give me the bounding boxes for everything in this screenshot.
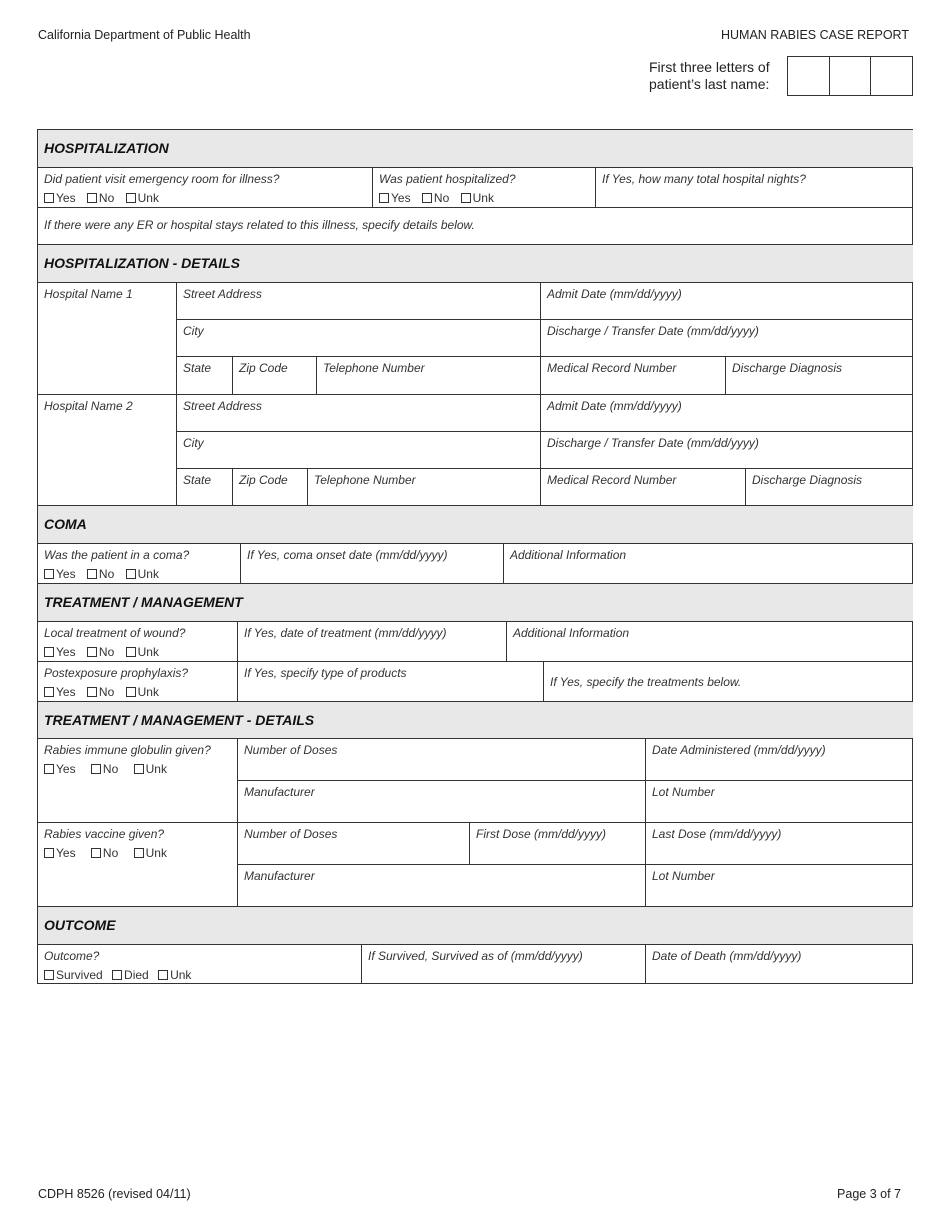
mrn-label: Medical Record Number xyxy=(547,473,677,487)
hospital-1-city-field[interactable] xyxy=(177,320,541,357)
hospital-1-street-field[interactable] xyxy=(177,283,541,320)
rig-question: Rabies immune globulin given? xyxy=(44,743,211,757)
section-coma: COMA xyxy=(38,506,913,544)
case-report-form xyxy=(37,129,913,984)
street-label: Street Address xyxy=(183,399,262,413)
city-label: City xyxy=(183,324,204,338)
doses-label: Number of Doses xyxy=(244,827,338,841)
manufacturer-label: Manufacturer xyxy=(244,869,315,883)
hospitalized-no[interactable]: No xyxy=(422,191,449,205)
section-hospitalization: HOSPITALIZATION xyxy=(38,130,913,168)
section-treatment: TREATMENT / MANAGEMENT xyxy=(38,584,913,622)
hospital-nights-field[interactable] xyxy=(596,168,913,208)
hospitalized-field xyxy=(373,168,596,208)
hospital-2-state-field[interactable] xyxy=(177,469,233,506)
vaccine-manufacturer-field[interactable] xyxy=(238,865,646,907)
lot-label: Lot Number xyxy=(652,869,715,883)
coma-onset-label: If Yes, coma onset date (mm/dd/yyyy) xyxy=(247,548,448,562)
coma-additional-field[interactable] xyxy=(504,544,913,584)
agency-name: California Department of Public Health xyxy=(38,28,251,42)
hospital-1-discharge-date-field[interactable] xyxy=(541,320,913,357)
doses-label: Number of Doses xyxy=(244,743,338,757)
er-visit-unk[interactable]: Unk xyxy=(126,191,159,205)
hospitalized-yes[interactable]: Yes xyxy=(379,191,411,205)
last-name-boxes xyxy=(787,56,913,96)
coma-unk[interactable]: Unk xyxy=(126,567,159,581)
zip-label: Zip Code xyxy=(239,361,288,375)
date-of-death-field[interactable] xyxy=(646,945,913,984)
zip-label: Zip Code xyxy=(239,473,288,487)
vaccine-first-dose-field[interactable] xyxy=(470,823,646,865)
vaccine-last-dose-field[interactable] xyxy=(646,823,913,865)
hospital-2-street-field[interactable] xyxy=(177,395,541,432)
hospital-nights-label: If Yes, how many total hospital nights? xyxy=(602,172,806,186)
mrn-label: Medical Record Number xyxy=(547,361,677,375)
rig-field xyxy=(38,739,238,823)
phone-label: Telephone Number xyxy=(323,361,425,375)
hospitalized-question: Was patient hospitalized? xyxy=(379,172,516,186)
last-name-letter-1[interactable] xyxy=(788,57,830,95)
pep-unk[interactable]: Unk xyxy=(126,685,159,699)
coma-yes[interactable]: Yes xyxy=(44,567,76,581)
rig-lot-field[interactable] xyxy=(646,781,913,823)
pep-yes[interactable]: Yes xyxy=(44,685,76,699)
hospital-1-state-field[interactable] xyxy=(177,357,233,395)
city-label: City xyxy=(183,436,204,450)
page-number: Page 3 of 7 xyxy=(837,1187,901,1201)
diagnosis-label: Discharge Diagnosis xyxy=(752,473,863,487)
vaccine-no[interactable]: No xyxy=(91,846,118,860)
wound-additional-label: Additional Information xyxy=(513,626,630,640)
rig-unk[interactable]: Unk xyxy=(134,762,167,776)
outcome-died[interactable]: Died xyxy=(112,968,149,982)
rig-manufacturer-field[interactable] xyxy=(238,781,646,823)
vaccine-question: Rabies vaccine given? xyxy=(44,827,165,841)
coma-field xyxy=(38,544,241,584)
date-administered-label: Date Administered (mm/dd/yyyy) xyxy=(652,743,826,757)
lot-label: Lot Number xyxy=(652,785,715,799)
admit-date-label: Admit Date (mm/dd/yyyy) xyxy=(547,287,682,301)
hospital-2-discharge-date-field[interactable] xyxy=(541,432,913,469)
wound-treatment-question: Local treatment of wound? xyxy=(44,626,186,640)
phone-label: Telephone Number xyxy=(314,473,416,487)
hospital-2-phone-field[interactable] xyxy=(308,469,541,506)
vaccine-yes[interactable]: Yes xyxy=(44,846,76,860)
last-name-label: First three letters of patient’s last name: xyxy=(649,59,770,92)
rig-date-field[interactable] xyxy=(646,739,913,781)
street-label: Street Address xyxy=(183,287,262,301)
discharge-date-label: Discharge / Transfer Date (mm/dd/yyyy) xyxy=(547,436,759,450)
date-of-death-label: Date of Death (mm/dd/yyyy) xyxy=(652,949,802,963)
outcome-field xyxy=(38,945,362,984)
coma-no[interactable]: No xyxy=(87,567,114,581)
pep-question: Postexposure prophylaxis? xyxy=(44,666,189,680)
outcome-question: Outcome? xyxy=(44,949,100,963)
last-name-letter-2[interactable] xyxy=(830,57,872,95)
er-visit-field xyxy=(38,168,373,208)
manufacturer-label: Manufacturer xyxy=(244,785,315,799)
state-label: State xyxy=(183,473,212,487)
outcome-survived[interactable]: Survived xyxy=(44,968,103,982)
hospital-2-zip-field[interactable] xyxy=(233,469,308,506)
coma-onset-field[interactable] xyxy=(241,544,504,584)
hospital-1-mrn-field[interactable] xyxy=(541,357,726,395)
hospital-details-note: If there were any ER or hospital stays related to this illness, specify details below. xyxy=(38,208,913,245)
admit-date-label: Admit Date (mm/dd/yyyy) xyxy=(547,399,682,413)
pep-no[interactable]: No xyxy=(87,685,114,699)
pep-field xyxy=(38,662,238,702)
rig-yes[interactable]: Yes xyxy=(44,762,76,776)
hospital-2-name-label: Hospital Name 2 xyxy=(44,399,133,413)
state-label: State xyxy=(183,361,212,375)
hospital-1-phone-field[interactable] xyxy=(317,357,541,395)
rig-doses-field[interactable] xyxy=(238,739,646,781)
rig-no[interactable]: No xyxy=(91,762,118,776)
pep-products-field[interactable] xyxy=(238,662,544,702)
wound-yes[interactable]: Yes xyxy=(44,645,76,659)
er-visit-no[interactable]: No xyxy=(87,191,114,205)
diagnosis-label: Discharge Diagnosis xyxy=(732,361,843,375)
hospital-1-admit-date-field[interactable] xyxy=(541,283,913,320)
survived-as-of-field[interactable] xyxy=(362,945,646,984)
hospital-1-name-field[interactable] xyxy=(38,283,177,395)
hospital-1-name-label: Hospital Name 1 xyxy=(44,287,133,301)
first-dose-label: First Dose (mm/dd/yyyy) xyxy=(476,827,607,841)
report-title: HUMAN RABIES CASE REPORT xyxy=(720,28,909,42)
pep-products-label: If Yes, specify type of products xyxy=(244,666,407,680)
wound-date-label: If Yes, date of treatment (mm/dd/yyyy) xyxy=(244,626,447,640)
outcome-unk[interactable]: Unk xyxy=(158,968,191,982)
section-treatment-details: TREATMENT / MANAGEMENT - DETAILS xyxy=(38,702,913,739)
hospital-1-zip-field[interactable] xyxy=(233,357,317,395)
coma-additional-label: Additional Information xyxy=(510,548,627,562)
discharge-date-label: Discharge / Transfer Date (mm/dd/yyyy) xyxy=(547,324,759,338)
wound-date-field[interactable] xyxy=(238,622,507,662)
wound-no[interactable]: No xyxy=(87,645,114,659)
vaccine-doses-field[interactable] xyxy=(238,823,470,865)
pep-note: If Yes, specify the treatments below. xyxy=(544,662,913,702)
er-visit-yes[interactable]: Yes xyxy=(44,191,76,205)
section-outcome: OUTCOME xyxy=(38,907,913,945)
hospitalized-unk[interactable]: Unk xyxy=(461,191,494,205)
vaccine-unk[interactable]: Unk xyxy=(134,846,167,860)
hospital-2-city-field[interactable] xyxy=(177,432,541,469)
survived-as-of-label: If Survived, Survived as of (mm/dd/yyyy) xyxy=(368,949,583,963)
hospital-2-admit-date-field[interactable] xyxy=(541,395,913,432)
vaccine-lot-field[interactable] xyxy=(646,865,913,907)
last-dose-label: Last Dose (mm/dd/yyyy) xyxy=(652,827,782,841)
form-id: CDPH 8526 (revised 04/11) xyxy=(38,1187,191,1201)
hospital-1-diagnosis-field[interactable] xyxy=(726,357,913,395)
hospital-2-mrn-field[interactable] xyxy=(541,469,746,506)
wound-unk[interactable]: Unk xyxy=(126,645,159,659)
er-visit-question: Did patient visit emergency room for illness? xyxy=(44,172,280,186)
last-name-letter-3[interactable] xyxy=(871,57,912,95)
vaccine-field xyxy=(38,823,238,907)
wound-additional-field[interactable] xyxy=(507,622,913,662)
hospital-2-name-field[interactable] xyxy=(38,395,177,506)
wound-treatment-field xyxy=(38,622,238,662)
hospital-2-diagnosis-field[interactable] xyxy=(746,469,913,506)
coma-question: Was the patient in a coma? xyxy=(44,548,190,562)
section-hospitalization-details: HOSPITALIZATION - DETAILS xyxy=(38,245,913,283)
